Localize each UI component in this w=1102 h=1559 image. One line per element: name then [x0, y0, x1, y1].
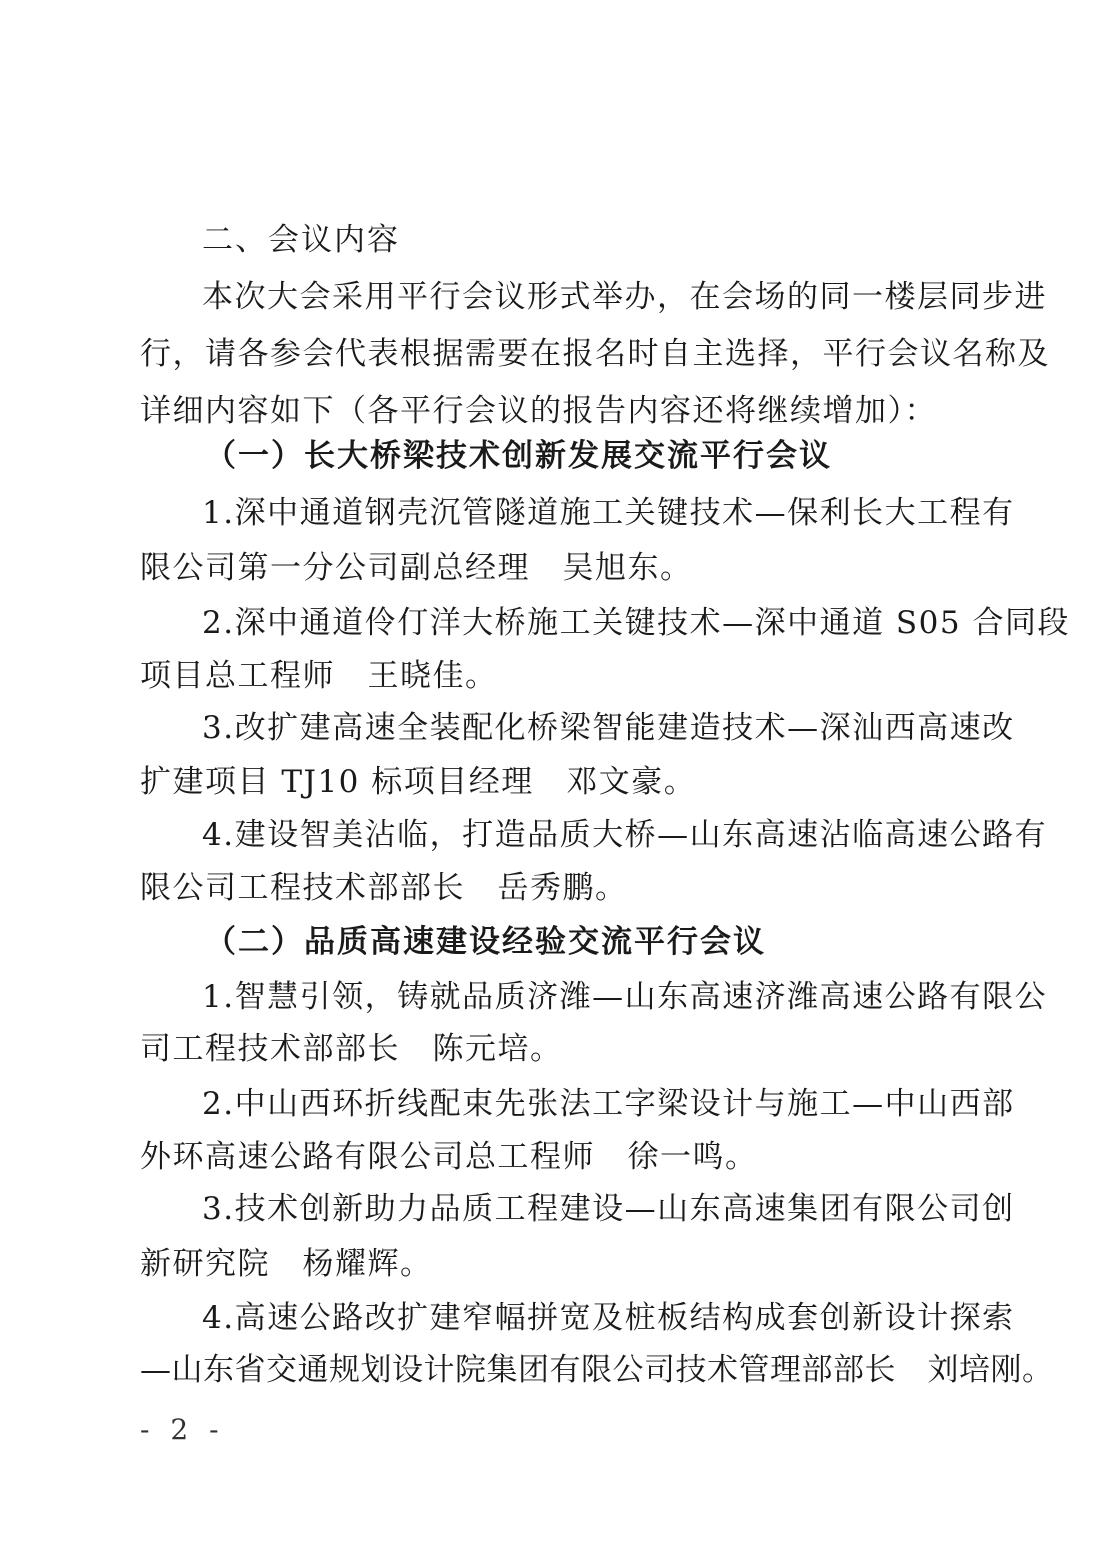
- session-2-item-2-line-2: 外环高速公路有限公司总工程师 徐一鸣。: [140, 1139, 758, 1175]
- section-heading: 二、会议内容: [202, 222, 400, 258]
- session-1-item-2-line-1: 2.深中通道伶仃洋大桥施工关键技术—深中通道 S05 合同段: [202, 605, 1070, 641]
- session-1-item-1-line-1: 1.深中通道钢壳沉管隧道施工关键技术—保利长大工程有: [202, 495, 1015, 531]
- session-1-item-3-line-2: 扩建项目 TJ10 标项目经理 邓文豪。: [140, 764, 697, 800]
- session-2-item-1-line-2: 司工程技术部部长 陈元培。: [140, 1031, 563, 1067]
- session-1-item-4-line-2: 限公司工程技术部部长 岳秀鹏。: [140, 870, 628, 906]
- session-2-item-4-line-1: 4.高速公路改扩建窄幅拼宽及桩板结构成套创新设计探索: [202, 1300, 1015, 1336]
- session-1-item-4-line-1: 4.建设智美沾临，打造品质大桥—山东高速沾临高速公路有: [202, 817, 1048, 853]
- session-2-item-4-line-2: —山东省交通规划设计院集团有限公司技术管理部部长 刘培刚。: [140, 1352, 1054, 1388]
- session-1-item-3-line-1: 3.改扩建高速全装配化桥梁智能建造技术—深汕西高速改: [202, 710, 1015, 746]
- session-1-item-1-line-2: 限公司第一分公司副总经理 吴旭东。: [140, 550, 693, 586]
- intro-line-2: 行，请各参会代表根据需要在报名时自主选择，平行会议名称及: [140, 336, 1050, 372]
- session-2-item-1-line-1: 1.智慧引领，铸就品质济潍—山东高速济潍高速公路有限公: [202, 979, 1048, 1015]
- session-2-title: （二）品质高速建设经验交流平行会议: [205, 924, 766, 960]
- session-2-item-3-line-2: 新研究院 杨耀辉。: [140, 1246, 433, 1282]
- page-number: - 2 -: [140, 1413, 225, 1446]
- session-1-item-2-line-2: 项目总工程师 王晓佳。: [140, 658, 498, 694]
- session-1-title: （一）长大桥梁技术创新发展交流平行会议: [205, 438, 832, 474]
- intro-line-3: 详细内容如下（各平行会议的报告内容还将继续增加）：: [140, 393, 937, 429]
- session-2-item-3-line-1: 3.技术创新助力品质工程建设—山东高速集团有限公司创: [202, 1191, 1015, 1227]
- intro-line-1: 本次大会采用平行会议形式举办，在会场的同一楼层同步进: [202, 279, 1047, 315]
- session-2-item-2-line-1: 2.中山西环折线配束先张法工字梁设计与施工—中山西部: [202, 1086, 1015, 1122]
